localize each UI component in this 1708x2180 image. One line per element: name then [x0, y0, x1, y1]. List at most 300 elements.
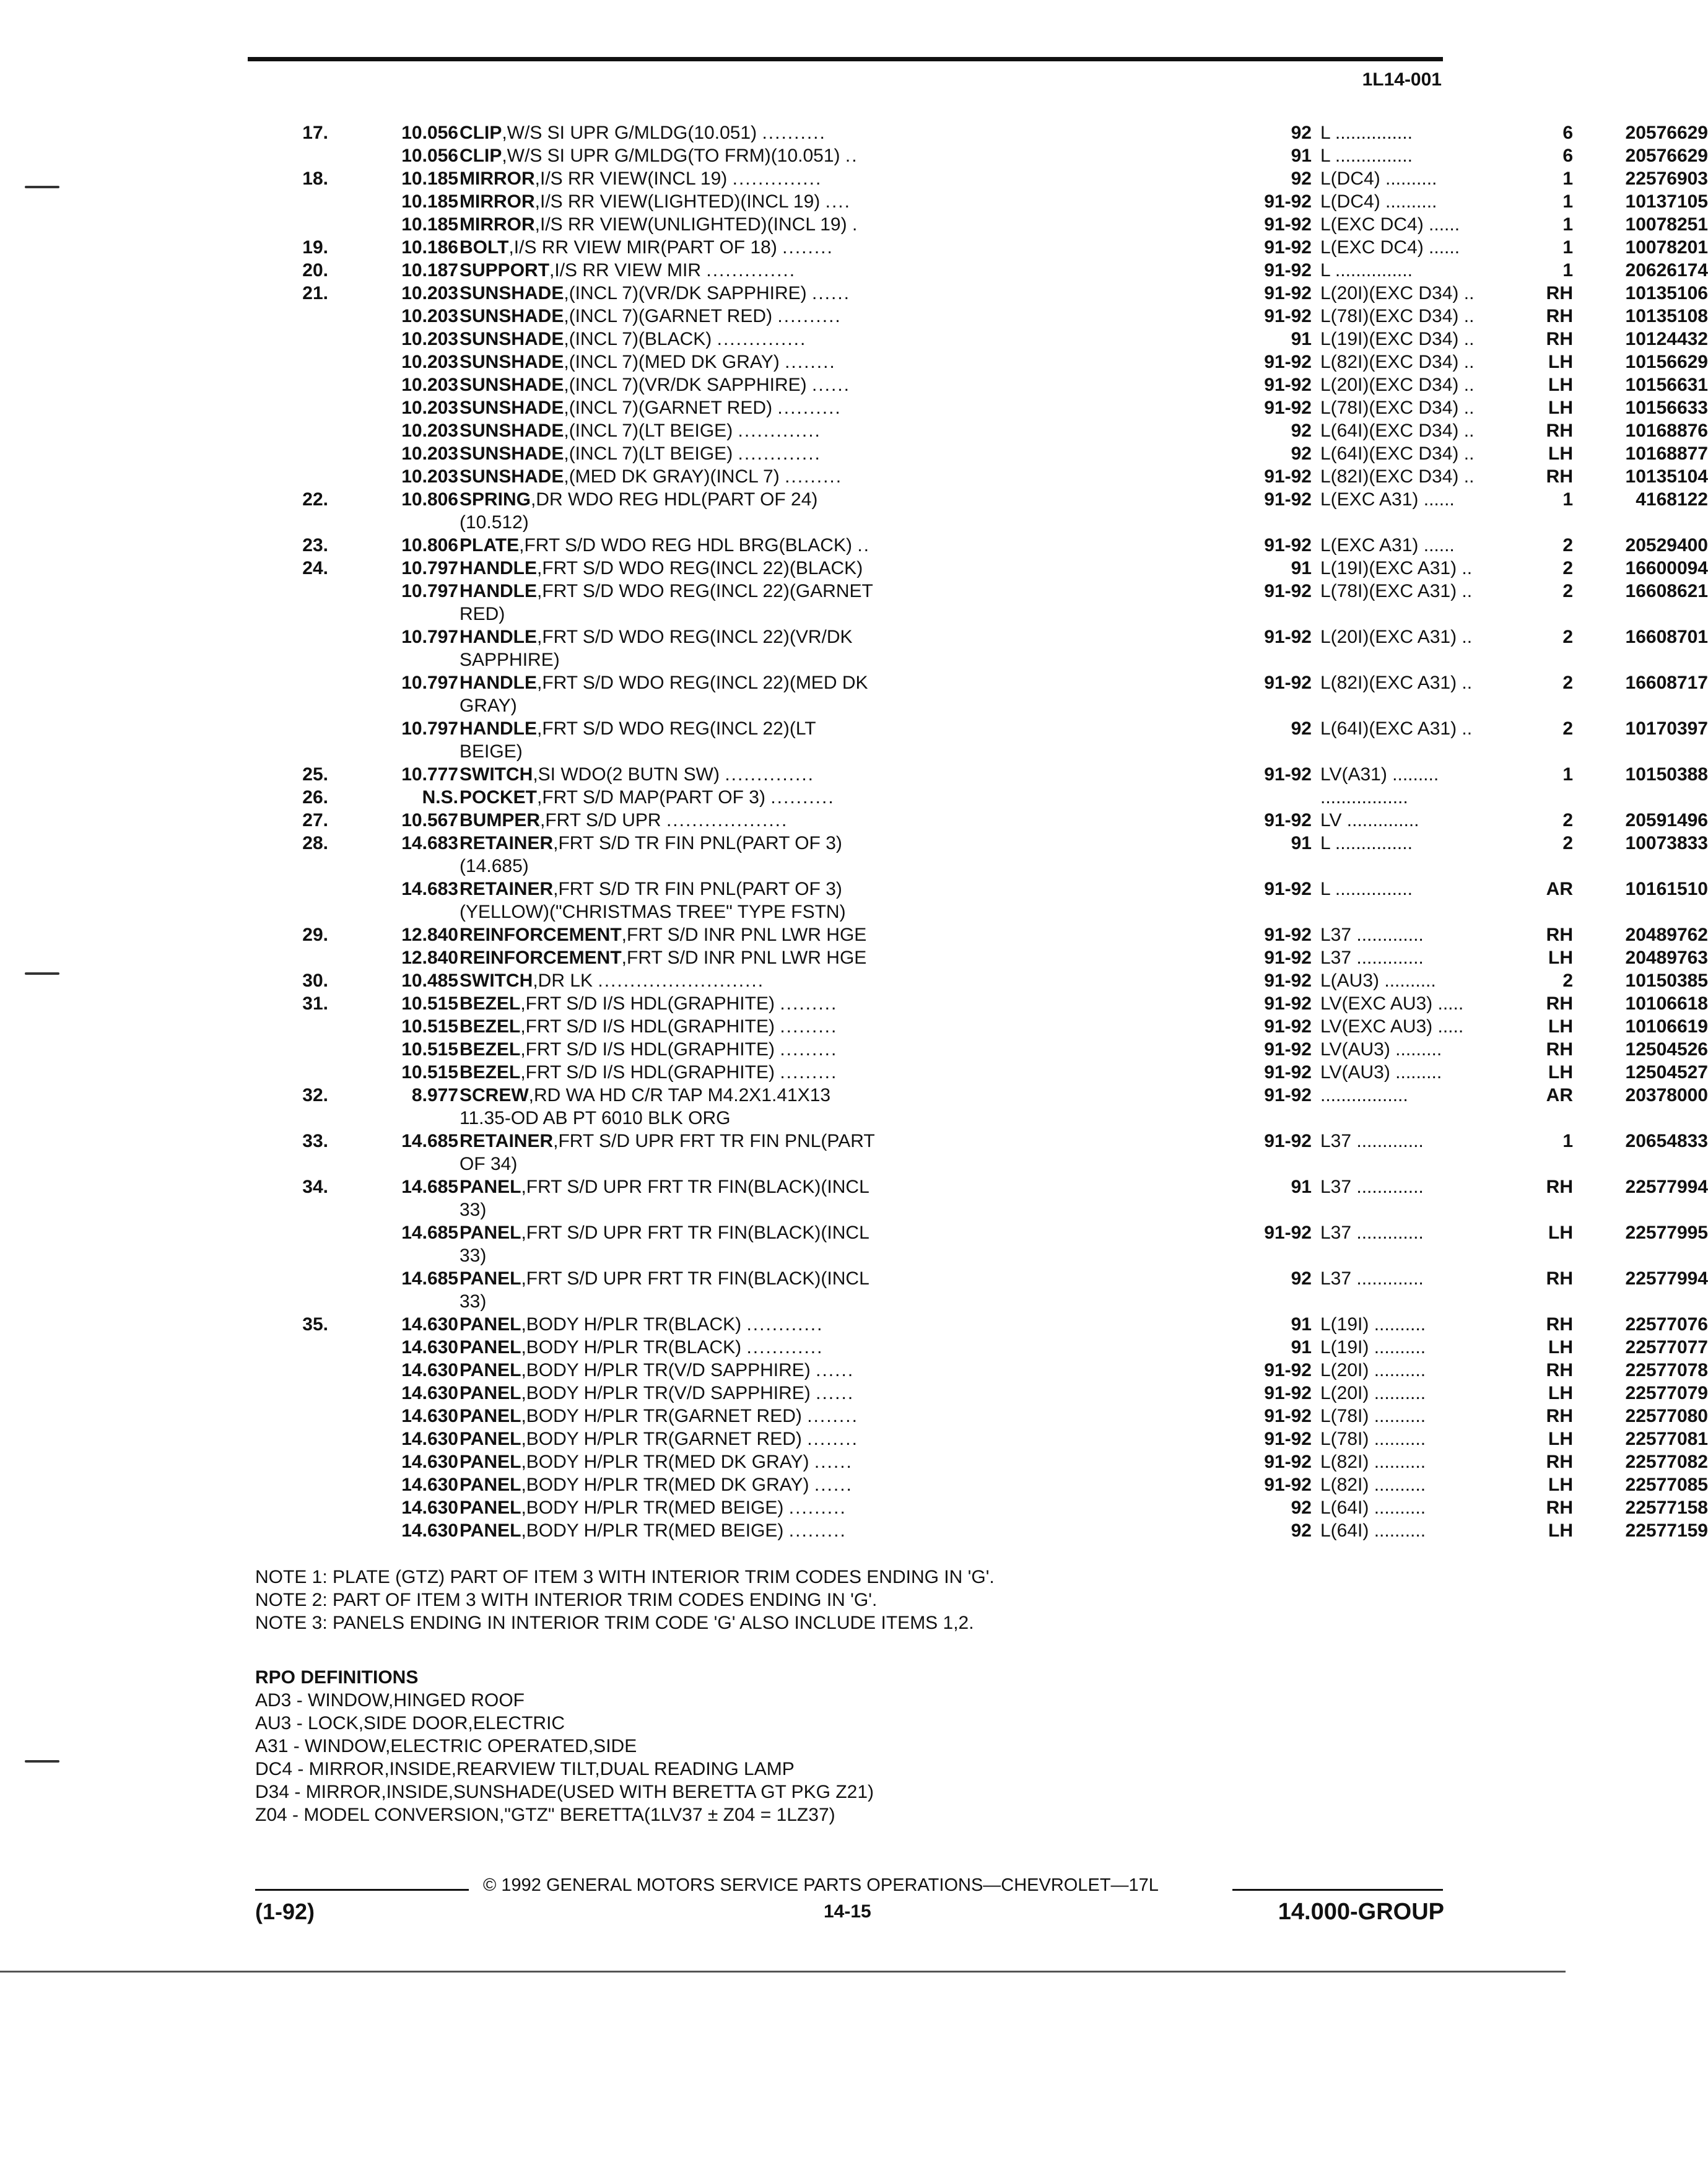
- part-row: [260, 1336, 1708, 1359]
- group-number: 10.185: [401, 168, 458, 189]
- model-years: 91-92: [1264, 237, 1312, 258]
- model-years: 91-92: [1264, 1452, 1312, 1472]
- part-description: [460, 969, 1224, 992]
- part-row: [260, 396, 1708, 419]
- part-row: [260, 671, 1708, 694]
- part-detail: ,BODY H/PLR TR(GARNET RED): [521, 1429, 802, 1449]
- group-number: 14.683: [401, 879, 458, 899]
- part-number: 22577159: [1625, 1520, 1708, 1541]
- part-detail: ,FRT S/D I/S HDL(GRAPHITE): [520, 1016, 775, 1037]
- ref-number: 35.: [302, 1314, 328, 1335]
- part-number: 10156629: [1625, 352, 1708, 372]
- part-row: [260, 1496, 1708, 1519]
- part-number: 22577994: [1625, 1268, 1708, 1289]
- group-number: 10.203: [401, 466, 458, 487]
- part-row: [260, 419, 1708, 442]
- model-usage: L(20I)(EXC D34) ..: [1320, 375, 1475, 395]
- model-usage: L(82I)(EXC D34) ..: [1320, 352, 1475, 372]
- part-description: [460, 694, 1224, 717]
- part-detail: ,FRT S/D UPR FRT TR FIN(BLACK)(INCL: [521, 1177, 869, 1197]
- model-years: 91: [1291, 833, 1312, 853]
- part-name: MIRROR: [460, 168, 535, 189]
- part-name: HANDLE: [460, 627, 537, 647]
- part-description: [460, 671, 1224, 694]
- part-number: 10168876: [1625, 421, 1708, 441]
- quantity: LH: [1548, 1520, 1573, 1541]
- ref-number: 20.: [302, 260, 328, 281]
- part-row-continuation: [260, 900, 1462, 923]
- leader-dots: ........: [807, 1429, 858, 1449]
- part-row: [260, 832, 1708, 855]
- group-number: 10.806: [401, 489, 458, 510]
- rpo-heading: RPO DEFINITIONS: [255, 1667, 419, 1688]
- model-years: 91: [1291, 1314, 1312, 1335]
- part-row: [260, 282, 1708, 305]
- part-detail: ,FRT S/D TR FIN PNL(PART OF 3): [553, 833, 842, 853]
- group-number: 14.630: [401, 1337, 458, 1358]
- part-detail: ,FRT S/D TR FIN PNL(PART OF 3): [553, 879, 842, 899]
- quantity: LH: [1548, 1475, 1573, 1495]
- part-description: [460, 1130, 1224, 1153]
- part-row: [260, 305, 1708, 328]
- part-detail: ,FRT S/D I/S HDL(GRAPHITE): [520, 993, 775, 1014]
- model-usage: LV ..............: [1320, 810, 1419, 831]
- quantity: 2: [1562, 627, 1573, 647]
- part-name: SUNSHADE: [460, 329, 564, 349]
- part-number: 12504526: [1625, 1039, 1708, 1060]
- model-usage: L(20I)(EXC D34) ..: [1320, 283, 1475, 303]
- group-number: 10.056: [401, 123, 458, 143]
- part-description: [460, 190, 1224, 213]
- model-usage: L(DC4) ..........: [1320, 191, 1437, 212]
- model-years: 91-92: [1264, 1085, 1312, 1105]
- quantity: RH: [1546, 421, 1573, 441]
- group-number: 14.630: [401, 1360, 458, 1380]
- part-description: [460, 717, 1224, 740]
- model-usage: L(EXC A31) ......: [1320, 535, 1455, 556]
- model-years: 91-92: [1264, 627, 1312, 647]
- leader-dots: ........: [807, 1406, 858, 1426]
- part-detail: ,(INCL 7)(BLACK): [564, 329, 712, 349]
- part-description: [460, 1313, 1224, 1336]
- leader-dots: .........: [788, 1498, 847, 1518]
- model-usage: L(78I)(EXC D34) ..: [1320, 306, 1475, 326]
- model-years: 92: [1291, 168, 1312, 189]
- part-detail: ,FRT S/D WDO REG(INCL 22)(VR/DK: [537, 627, 853, 647]
- model-usage: .................: [1320, 1085, 1408, 1105]
- part-number: 10137105: [1625, 191, 1708, 212]
- group-number: 14.630: [401, 1498, 458, 1518]
- group-number: 14.685: [401, 1131, 458, 1151]
- model-years: 91-92: [1264, 1062, 1312, 1083]
- model-years: 91-92: [1264, 673, 1312, 693]
- ref-number: 30.: [302, 970, 328, 991]
- quantity: LH: [1548, 1062, 1573, 1083]
- part-number: 20591496: [1625, 810, 1708, 831]
- notes-section: [255, 1566, 995, 1634]
- part-number: 10150388: [1625, 764, 1708, 785]
- model-usage: L ...............: [1320, 123, 1413, 143]
- page-code: 1L14-001: [1362, 69, 1442, 90]
- group-number: 10.797: [401, 627, 458, 647]
- part-number: 22577081: [1625, 1429, 1708, 1449]
- part-row: [260, 1405, 1708, 1428]
- part-row: [260, 1038, 1708, 1061]
- part-row: [260, 259, 1708, 282]
- model-years: 91-92: [1264, 1475, 1312, 1495]
- part-number: 10106619: [1625, 1016, 1708, 1037]
- part-detail: ,I/S RR VIEW(INCL 19): [534, 168, 728, 189]
- page-number: 14-15: [824, 1901, 871, 1922]
- ref-number: 18.: [302, 168, 328, 189]
- quantity: LH: [1548, 398, 1573, 418]
- part-row: [260, 1175, 1708, 1198]
- quantity: 1: [1562, 1131, 1573, 1151]
- quantity: LH: [1548, 1223, 1573, 1243]
- part-detail: 33): [460, 1291, 487, 1312]
- ref-number: 26.: [302, 787, 328, 808]
- part-name: PANEL: [460, 1452, 521, 1472]
- model-years: 92: [1291, 1498, 1312, 1518]
- part-row: [260, 923, 1708, 946]
- part-name: MIRROR: [460, 191, 535, 212]
- part-row: [260, 1473, 1708, 1496]
- part-description: [460, 328, 1224, 351]
- quantity: RH: [1546, 1452, 1573, 1472]
- model-usage: L ...............: [1320, 879, 1413, 899]
- leader-dots: ..........................: [598, 970, 765, 991]
- ref-number: 24.: [302, 558, 328, 578]
- group-number: 10.567: [401, 810, 458, 831]
- leader-dots: ..............: [717, 329, 807, 349]
- part-row: [260, 1267, 1708, 1290]
- part-number: 16608621: [1625, 581, 1708, 601]
- part-row: [260, 992, 1708, 1015]
- part-name: PANEL: [460, 1406, 521, 1426]
- part-detail: ,(INCL 7)(MED DK GRAY): [564, 352, 780, 372]
- part-detail: ,FRT S/D MAP(PART OF 3): [537, 787, 765, 808]
- part-name: SUNSHADE: [460, 443, 564, 464]
- part-description: [460, 1359, 1224, 1382]
- group-number: 8.977: [411, 1085, 458, 1105]
- footer-rule-left: [255, 1889, 469, 1891]
- part-detail: ,(INCL 7)(GARNET RED): [564, 306, 773, 326]
- model-years: 91-92: [1264, 581, 1312, 601]
- leader-dots: ......: [816, 1360, 855, 1380]
- quantity: 2: [1562, 581, 1573, 601]
- part-detail: ,(INCL 7)(LT BEIGE): [564, 443, 733, 464]
- top-rule: [248, 57, 1443, 61]
- part-description: [460, 465, 1224, 488]
- quantity: RH: [1546, 1360, 1573, 1380]
- part-description: [460, 626, 1224, 648]
- part-detail: ,FRT S/D WDO REG HDL BRG(BLACK): [519, 535, 852, 556]
- part-number: 20626174: [1625, 260, 1708, 281]
- model-years: 91-92: [1264, 1039, 1312, 1060]
- part-description: [460, 1107, 1224, 1130]
- part-row: [260, 786, 1462, 809]
- part-number: 22577077: [1625, 1337, 1708, 1358]
- part-name: CLIP: [460, 146, 502, 166]
- part-detail: ,BODY H/PLR TR(V/D SAPPHIRE): [521, 1360, 811, 1380]
- part-number: 16608717: [1625, 673, 1708, 693]
- part-detail: ,BODY H/PLR TR(MED DK GRAY): [521, 1452, 809, 1472]
- leader-dots: ..............: [706, 260, 796, 281]
- part-name: PANEL: [460, 1360, 521, 1380]
- part-name: SUNSHADE: [460, 375, 564, 395]
- part-description: [460, 305, 1224, 328]
- group-number: 14.685: [401, 1223, 458, 1243]
- part-name: SUNSHADE: [460, 283, 564, 303]
- part-description: [460, 855, 1224, 878]
- part-row: [260, 190, 1708, 213]
- part-row: [260, 328, 1708, 351]
- part-name: REINFORCEMENT: [460, 925, 622, 945]
- part-description: [460, 1450, 1224, 1473]
- part-number: 10150385: [1625, 970, 1708, 991]
- part-detail: GRAY): [460, 695, 517, 716]
- part-detail: ,(INCL 7)(VR/DK SAPPHIRE): [564, 375, 807, 395]
- part-description: [460, 1175, 1224, 1198]
- part-number: 20489762: [1625, 925, 1708, 945]
- part-description: [460, 534, 1224, 557]
- model-usage: L(78I)(EXC A31) ..: [1320, 581, 1473, 601]
- model-years: 91-92: [1264, 1429, 1312, 1449]
- model-usage: L(64I)(EXC D34) ..: [1320, 443, 1475, 464]
- quantity: RH: [1546, 1268, 1573, 1289]
- group-number: 10.203: [401, 283, 458, 303]
- part-detail: BEIGE): [460, 741, 523, 762]
- part-detail: ,DR WDO REG HDL(PART OF 24): [531, 489, 818, 510]
- rpo-item: D34 - MIRROR,INSIDE,SUNSHADE(USED WITH BERETTA GT PKG Z21): [255, 1782, 874, 1802]
- group-number: 10.515: [401, 1062, 458, 1083]
- part-detail: OF 34): [460, 1154, 518, 1174]
- leader-dots: .............: [738, 421, 821, 441]
- part-row: [260, 1130, 1708, 1153]
- part-number: 10156631: [1625, 375, 1708, 395]
- model-usage: L(64I)(EXC A31) ..: [1320, 718, 1473, 739]
- bottom-rule: [0, 1971, 1566, 1973]
- part-row: [260, 1015, 1708, 1038]
- model-usage: L(82I) ..........: [1320, 1475, 1426, 1495]
- part-description: [460, 396, 1224, 419]
- group-number: 12.840: [401, 948, 458, 968]
- rpo-item: AU3 - LOCK,SIDE DOOR,ELECTRIC: [255, 1713, 565, 1733]
- part-description: [460, 236, 1224, 259]
- part-name: SUNSHADE: [460, 306, 564, 326]
- part-description: [460, 1267, 1224, 1290]
- part-name: MIRROR: [460, 214, 535, 235]
- model-years: 91-92: [1264, 489, 1312, 510]
- part-name: PANEL: [460, 1520, 521, 1541]
- part-name: BEZEL: [460, 993, 521, 1014]
- leader-dots: ..........: [762, 123, 826, 143]
- model-years: 91-92: [1264, 260, 1312, 281]
- part-number: 10078251: [1625, 214, 1708, 235]
- quantity: RH: [1546, 1498, 1573, 1518]
- part-row: [260, 1519, 1708, 1542]
- part-number: 10106618: [1625, 993, 1708, 1014]
- quantity: 2: [1562, 970, 1573, 991]
- leader-dots: ..........: [770, 787, 835, 808]
- model-years: 91: [1291, 1337, 1312, 1358]
- part-description: [460, 648, 1224, 671]
- part-description: [460, 1221, 1224, 1244]
- leader-dots: ........: [785, 352, 836, 372]
- part-number: 22577080: [1625, 1406, 1708, 1426]
- part-description: [460, 167, 1224, 190]
- part-detail: ,BODY H/PLR TR(MED BEIGE): [521, 1498, 784, 1518]
- part-description: [460, 809, 1224, 832]
- part-name: PANEL: [460, 1177, 521, 1197]
- leader-dots: .........: [780, 993, 838, 1014]
- note-line: NOTE 2: PART OF ITEM 3 WITH INTERIOR TRIM CODES ENDING IN 'G'.: [255, 1590, 878, 1610]
- group-number: 10.056: [401, 146, 458, 166]
- model-usage: L(EXC DC4) ......: [1320, 237, 1460, 258]
- part-row-continuation: [260, 1244, 1462, 1267]
- part-detail: ,BODY H/PLR TR(MED BEIGE): [521, 1520, 784, 1541]
- model-years: 91-92: [1264, 810, 1312, 831]
- part-row: [260, 236, 1708, 259]
- leader-dots: .........: [780, 1016, 838, 1037]
- part-number: 10135106: [1625, 283, 1708, 303]
- leader-dots: ........: [782, 237, 834, 258]
- group-number: 14.630: [401, 1520, 458, 1541]
- part-row: [260, 1084, 1708, 1107]
- quantity: 1: [1562, 168, 1573, 189]
- model-years: 92: [1291, 718, 1312, 739]
- part-number: 10078201: [1625, 237, 1708, 258]
- model-years: 91-92: [1264, 283, 1312, 303]
- model-usage: LV(A31) .........: [1320, 764, 1439, 785]
- part-row: [260, 488, 1708, 511]
- group-number: 12.840: [401, 925, 458, 945]
- part-description: [460, 763, 1224, 786]
- part-detail: ,DR LK: [533, 970, 593, 991]
- part-number: 22576903: [1625, 168, 1708, 189]
- part-row-continuation: [260, 740, 1462, 763]
- part-detail: ,RD WA HD C/R TAP M4.2X1.41X13: [528, 1085, 831, 1105]
- part-row: [260, 969, 1708, 992]
- part-number: 10073833: [1625, 833, 1708, 853]
- part-name: BUMPER: [460, 810, 541, 831]
- part-description: [460, 213, 1224, 236]
- part-row: [260, 1221, 1708, 1244]
- part-row-continuation: [260, 1153, 1462, 1175]
- part-name: SPRING: [460, 489, 531, 510]
- ref-number: 23.: [302, 535, 328, 556]
- quantity: 1: [1562, 489, 1573, 510]
- model-usage: L37 .............: [1320, 1131, 1424, 1151]
- model-years: 91-92: [1264, 191, 1312, 212]
- part-number: 20576629: [1625, 123, 1708, 143]
- part-name: RETAINER: [460, 833, 554, 853]
- group-number: 14.630: [401, 1429, 458, 1449]
- leader-dots: ..........: [777, 306, 842, 326]
- quantity: 2: [1562, 718, 1573, 739]
- part-description: [460, 1382, 1224, 1405]
- part-row-continuation: [260, 694, 1462, 717]
- part-detail: 33): [460, 1245, 487, 1266]
- part-description: [460, 1015, 1224, 1038]
- part-row: [260, 121, 1708, 144]
- model-years: 92: [1291, 1268, 1312, 1289]
- part-row: [260, 626, 1708, 648]
- part-number: 22577158: [1625, 1498, 1708, 1518]
- group-number: 10.185: [401, 191, 458, 212]
- part-number: 20378000: [1625, 1085, 1708, 1105]
- quantity: 2: [1562, 558, 1573, 578]
- model-usage: L(82I)(EXC D34) ..: [1320, 466, 1475, 487]
- model-years: 92: [1291, 1520, 1312, 1541]
- part-detail: ,I/S RR VIEW MIR: [549, 260, 702, 281]
- group-number: 14.683: [401, 833, 458, 853]
- note-line: NOTE 1: PLATE (GTZ) PART OF ITEM 3 WITH INTERIOR TRIM CODES ENDING IN 'G'.: [255, 1567, 995, 1587]
- part-description: [460, 1198, 1224, 1221]
- quantity: LH: [1548, 1429, 1573, 1449]
- part-detail: ,SI WDO(2 BUTN SW): [533, 764, 720, 785]
- model-usage: L37 .............: [1320, 1268, 1424, 1289]
- group-number: 14.630: [401, 1452, 458, 1472]
- part-detail: ,BODY H/PLR TR(BLACK): [521, 1337, 742, 1358]
- part-description: [460, 557, 1224, 580]
- leader-dots: .........: [780, 1039, 838, 1060]
- model-years: 91-92: [1264, 948, 1312, 968]
- part-name: SUNSHADE: [460, 398, 564, 418]
- model-usage: L(78I) ..........: [1320, 1406, 1426, 1426]
- quantity: RH: [1546, 1039, 1573, 1060]
- part-name: POCKET: [460, 787, 538, 808]
- part-detail: ,(INCL 7)(VR/DK SAPPHIRE): [564, 283, 807, 303]
- model-usage: L(20I) ..........: [1320, 1383, 1426, 1403]
- group-number: 10.797: [401, 673, 458, 693]
- quantity: 2: [1562, 810, 1573, 831]
- part-name: PANEL: [460, 1223, 521, 1243]
- part-description: [460, 1084, 1224, 1107]
- part-description: [460, 580, 1224, 603]
- model-years: 91-92: [1264, 398, 1312, 418]
- part-number: 22577082: [1625, 1452, 1708, 1472]
- part-row: [260, 557, 1708, 580]
- quantity: RH: [1546, 1314, 1573, 1335]
- quantity: LH: [1548, 1016, 1573, 1037]
- part-description: [460, 1244, 1224, 1267]
- group-number: 10.797: [401, 558, 458, 578]
- part-row: [260, 442, 1708, 465]
- part-row-continuation: [260, 1198, 1462, 1221]
- part-name: BEZEL: [460, 1062, 521, 1083]
- part-detail: ,BODY H/PLR TR(V/D SAPPHIRE): [521, 1383, 811, 1403]
- model-years: 91-92: [1264, 214, 1312, 235]
- part-detail: ,W/S SI UPR G/MLDG(TO FRM)(10.051): [502, 146, 840, 166]
- quantity: 2: [1562, 535, 1573, 556]
- ref-number: 34.: [302, 1177, 328, 1197]
- part-description: [460, 1061, 1224, 1084]
- quantity: 1: [1562, 214, 1573, 235]
- part-detail: (14.685): [460, 856, 529, 876]
- quantity: RH: [1546, 1177, 1573, 1197]
- model-usage: LV(EXC AU3) .....: [1320, 993, 1464, 1014]
- part-name: PANEL: [460, 1429, 521, 1449]
- model-usage: L(19I)(EXC D34) ..: [1320, 329, 1475, 349]
- part-name: RETAINER: [460, 1131, 554, 1151]
- part-row: [260, 213, 1708, 236]
- leader-dots: .........: [788, 1520, 847, 1541]
- model-years: 91: [1291, 329, 1312, 349]
- part-name: PANEL: [460, 1383, 521, 1403]
- group-number: 10.515: [401, 1016, 458, 1037]
- part-detail: ,(INCL 7)(LT BEIGE): [564, 421, 733, 441]
